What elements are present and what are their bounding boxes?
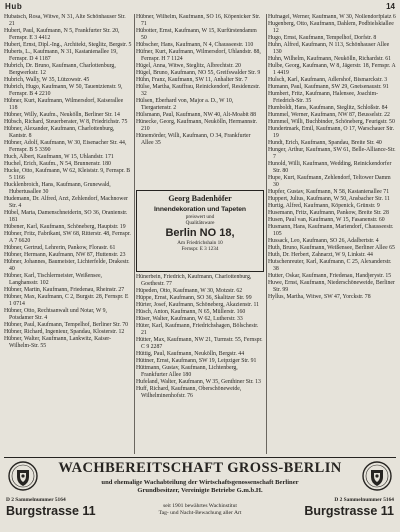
directory-entry: Hübner, Fritz, Fabrikant, SW 68, Ritterstr. 48, Fernspr. A 7 6620 [4,231,131,244]
directory-entry: Hühn, Franz, Kaufmann, SW 11, Anhalter Str. 7 [136,77,248,83]
directory-entry: Hübel, Marta, Damenschneiderin, SO 36, Oranienstr. 181 [4,210,128,223]
directory-column-1 [4,14,132,454]
directory-entry: Hülsmann, Paul, Kaufmann, NW 40, Alt-Moabit 88 [136,112,257,118]
directory-entry: Hulbe, Georg, Kaufmann, W 8, Jägerstr. 18, Fernspr. A 1 4419 [268,63,396,76]
directory-entry: Hummel, Willi, Buchbinder, Schöneberg, Feurigstr. 50 [268,119,395,125]
directory-entry: Hübner, Max, Kaufmann, C 2, Burgstr. 28, Fernspr. E 1 0714 [4,294,129,307]
directory-entry: Humboldt, Hans, Kaufmann, Steglitz, Schloßstr. 84 [268,105,388,111]
footer-subtitle-1: und ehemalige Wachabteilung der Wirtschaftsgenossenschaft Berliner [101,479,299,486]
directory-entry: Hüser, Walter, Kaufmann, W 62, Lutherstr. 33 [136,316,243,322]
directory-entry: Hugo, Ernst, Kaufmann, Tempelhof, Dorfstr. 8 [268,35,377,41]
directory-entry: Hugenberg, Otto, Kaufmann, Dahlem, Podbielskiallee 12 [268,21,394,34]
directory-entry: Hübner, Wilhelm, Kaufmann, SO 16, Köpenicker Str. 71 [136,14,261,27]
directory-entry: Hulsch, Karl, Kaufmann, Adlershof, Bismarckstr. 3 [268,77,388,83]
ad-phone: Fernspr. E 3 1234 [181,246,219,252]
directory-entry: Hübscher, Hans, Kaufmann, N 4, Chausseestr. 110 [136,42,254,48]
directory-entry: Hübner, Kurt, Kaufmann, Wilmersdorf, Kaiserallee 118 [4,98,124,111]
directory-entry: Hunold, Willi, Kaufmann, Wedding, Reinickendorfer Str. 80 [268,161,392,174]
directory-entry: Hufnagel, Werner, Kaufmann, W 30, Nollendorfplatz 6 [268,14,396,20]
footer-middle-line-2: Tag- und Nacht-Bewachung aller Art [158,510,242,516]
directory-entry: Hübner, Johannes, Baumeister, Lichterfelde, Drakestr. 40 [4,259,130,272]
footer-divider [4,457,396,458]
directory-column-2-bottom [136,274,264,454]
footer-middle [130,503,270,517]
directory-entry: Hüpeden, Otto, Kaufmann, W 30, Motzstr. 62 [136,288,243,294]
directory-entry: Huch, Albert, Kaufmann, W 15, Uhlandstr. 171 [4,154,114,160]
directory-entry: Hyllus, Martha, Witwe, SW 47, Yorckstr. 78 [268,294,371,300]
directory-entry: Hüfner, Kurt, Kaufmann, Wilmersdorf, Uhlandstr. 88, Fernspr. H 7 1124 [136,49,261,62]
footer-right-contact [274,497,394,518]
directory-entry: Huhn, Wilhelm, Kaufmann, Neukölln, Richardstr. 61 [268,56,391,62]
ad-line-2: Qualitätsware [185,220,215,226]
ad-line-1: preiswert und [185,214,215,220]
directory-entry: Hübner, Walter, Kaufmann, Lankwitz, Kaiser-Wilhelm-Str. 55 [4,336,112,349]
directory-entry: Hübner, Paul, Kaufmann, Tempelhof, Berliner Str. 70 [4,322,129,328]
directory-entry: Huth, Dr. Herbert, Zahnarzt, W 9, Linkstr. 44 [268,252,373,258]
directory-entry: Hünerbein, Friedrich, Kaufmann, Charlottenburg, Goethestr. 77 [136,274,252,287]
directory-entry: Humann, Paul, Kaufmann, SW 29, Gneisenaustr. 91 [268,84,389,90]
directory-entry: Hübner, Otto, Rechtsanwalt und Notar, W 9, Potsdamer Str. 4 [4,308,108,321]
page-number: 14 [386,2,395,11]
directory-entry: Hübner, Adolf, Kaufmann, W 30, Eisenacher Str. 44, Fernspr. B 5 3390 [4,140,127,153]
footer-middle-line-1: seit 1901 bewährtes Wachinstitut [163,503,237,509]
footer-right-phone: D 2 Sammelnummer 5164 [334,497,394,503]
directory-entry: Huff, Richard, Kaufmann, Oberschöneweide, Wilhelminenhofstr. 76 [136,386,242,399]
directory-entry: Hütter, Max, Kaufmann, NW 21, Turmstr. 55, Fernspr. C 9 2287 [136,337,263,350]
directory-entry: Hünemörder, Willi, Kaufmann, O 34, Frankfurter Allee 35 [136,133,251,146]
directory-entry: Husmann, Hans, Kaufmann, Mariendorf, Chausseestr. 105 [268,224,394,237]
directory-entry: Hüter, Karl, Kaufmann, Friedrichshagen, Bölschestr. 21 [136,323,259,336]
directory-entry: Hübner, Karl, Tischlermeister, Weißensee, Langhansstr. 102 [4,273,102,286]
directory-entry: Hupfer, Gustav, Kaufmann, N 58, Kastanienallee 71 [268,189,390,195]
footer-subtitle-2: Grundbesitzer, Vereinigte Betriebe G.m.b.H. [137,487,263,494]
directory-entry: Humbert, Fritz, Kaufmann, Halensee, Joachim-Friedrich-Str. 35 [268,91,379,104]
directory-entry: Hubert, Paul, Kaufmann, N 5, Frankfurter Str. 20, Fernspr. E 3 4412 [4,28,120,41]
directory-entry: Huwe, Ernst, Kaufmann, Niederschöneweide, Berliner Str. 99 [268,280,395,293]
directory-entry: Hübener, Karl, Kaufmann, Schöneberg, Hauptstr. 19 [4,224,126,230]
directory-entry: Hügel, Anna, Witwe, Steglitz, Albrechtstr. 20 [136,63,241,69]
directory-entry: Hübner, Hermann, Kaufmann, NW 87, Huttenstr. 23 [4,252,126,258]
directory-entry: Hürter, Josef, Kaufmann, Schöneberg, Akazienstr. 11 [136,302,260,308]
footer-left-contact [6,497,126,518]
directory-entry: Huchel, Erich, Kaufm., N 54, Brunnenstr. 180 [4,161,111,167]
directory-entry: Hussack, Leo, Kaufmann, SO 26, Adalbertstr. 4 [268,238,379,244]
directory-entry: Hügel, Bruno, Kaufmann, NO 55, Greifswalder Str. 9 [136,70,261,76]
directory-entry: Hubrich, Hugo, Kaufmann, W 50, Tauentzienstr. 9, Fernspr. B 4 2210 [4,84,123,97]
directory-entry: Hübner, Willy, Kaufm., Neukölln, Berliner Str. 14 [4,112,120,118]
directory-entry: Hübner, Gertrud, Lehrerin, Pankow, Florastr. 61 [4,245,116,251]
footer-left-address: Burgstrasse 11 [6,504,96,518]
directory-entry: Hübner, Martin, Kaufmann, Friedenau, Rheinstr. 27 [4,287,125,293]
directory-entry: Hummel, Werner, Kaufmann, NW 87, Beusselstr. 22 [268,112,390,118]
directory-entry: Hutschenreuter, Karl, Kaufmann, C 25, Alexanderstr. 38 [268,259,392,272]
directory-entry: Hüttner, Ernst, Kaufmann, SW 19, Leipziger Str. 91 [136,358,257,364]
directory-entry: Hüttig, Paul, Kaufmann, Neukölln, Bergstr. 44 [136,351,245,357]
directory-entry: Husen, Paul van, Kaufmann, W 15, Fasanenstr. 60 [268,217,385,223]
directory-column-3 [268,14,396,454]
column-divider [134,14,135,454]
directory-entry: Hundertmark, Emil, Kaufmann, O 17, Warschauer Str. 19 [268,126,395,139]
directory-entry: Hübner, Richard, Ingenieur, Spandau, Klosterstr. 12 [4,329,125,335]
directory-entry: Huberts, L., Kaufmann, N 31, Kastanienallee 19, Fernspr. D 4 1187 [4,49,118,62]
footer-left-phone: D 2 Sammelnummer 5164 [6,497,66,503]
running-head: Hub [5,2,23,11]
directory-entry: Hubatsch, Rosa, Witwe, N 31, Alte Schönhauser Str. 21 [4,14,126,27]
column-divider [266,14,267,454]
ad-company-name: Georg Badenhöfer [168,194,232,203]
directory-entry: Hülse, Martha, Kauffrau, Reinickendorf, Residenzstr. 32 [136,84,261,97]
directory-entry: Hundt, Erich, Kaufmann, Spandau, Breite Str. 40 [268,140,382,146]
ad-slogan: Innendekoration und Tapeten [154,206,246,213]
directory-entry: Hübotter, Ernst, Kaufmann, W 15, Kurfürstendamm 50 [136,28,257,41]
directory-entry: Hubert, Ernst, Dipl.-Ing., Architekt, Steglitz, Bergstr. 5 [4,42,132,48]
directory-entry: Hubrich, Wally, W 35, Lützowstr. 45 [4,77,90,83]
directory-entry: Hübsch, Richard, Steuerberater, W 8, Friedrichstr. 75 [4,119,128,125]
directory-entry: Hubrich, Dr. Bruno, Kaufmann, Charlottenburg, Bergwerkstr. 12 [4,63,116,76]
directory-entry: Hüsch, Anton, Kaufmann, N 65, Müllerstr. 160 [136,309,246,315]
ad-address: Am Friedrichshain 10 [177,240,223,246]
directory-entry: Huhn, Alfred, Kaufmann, N 113, Schönhauser Allee 130 [268,42,390,55]
directory-entry: Hüttmann, Gustav, Kaufmann, Lichtenberg, Frankfurter Allee 180 [136,365,238,378]
directory-entry: Hülsen, Eberhard von, Major a. D., W 10, Tiergartenstr. 2 [136,98,234,111]
directory-entry: Huppert, Julius, Kaufmann, W 50, Ansbacher Str. 11 [268,196,390,202]
footer-right-address: Burgstrasse 11 [304,504,394,518]
directory-column-2-top [136,14,264,188]
directory-entry: Hurtig, Alfred, Kaufmann, Köpenick, Grünstr. 9 [268,203,380,209]
directory-entry: Hutter, Oskar, Kaufmann, Friedenau, Handjerystr. 15 [268,273,392,279]
directory-column-2 [136,14,264,454]
directory-entry: Hudemann, Dr. Alfred, Arzt, Zehlendorf, Machnower Str. 4 [4,196,128,209]
directory-entry: Hübner, Alexander, Kaufmann, Charlottenburg, Kantstr. 8 [4,126,115,139]
directory-entry: Hupe, Kurt, Kaufmann, Zehlendorf, Teltower Damm 30 [268,175,391,188]
directory-entry: Husemann, Fritz, Kaufmann, Pankow, Breite Str. 28 [268,210,389,216]
ad-city: Berlin NO 18, [165,227,235,239]
directory-entry: Hufeland, Walter, Kaufmann, W 35, Genthiner Str. 13 [136,379,261,385]
directory-entry: Hünecke, Georg, Kaufmann, Neukölln, Hermannstr. 210 [136,119,258,132]
directory-entry: Hunger, Arthur, Kaufmann, SW 61, Belle-Alliance-Str. 7 [268,147,396,160]
directory-entry: Hucke, Otto, Kaufmann, W 62, Kleiststr. 9, Fernspr. B 5 1166 [4,168,131,181]
directory-entry: Huth, Bruno, Kaufmann, Weißensee, Berliner Allee 65 [268,245,395,251]
advertisement-box [136,190,264,272]
directory-entry: Hucklenbroich, Hans, Kaufmann, Grunewald, Hubertusallee 30 [4,182,111,195]
footer-title: WACHBEREITSCHAFT GROSS-BERLIN [58,460,342,476]
directory-entry: Hüppe, Ernst, Kaufmann, SO 36, Skalitzer Str. 99 [136,295,252,301]
